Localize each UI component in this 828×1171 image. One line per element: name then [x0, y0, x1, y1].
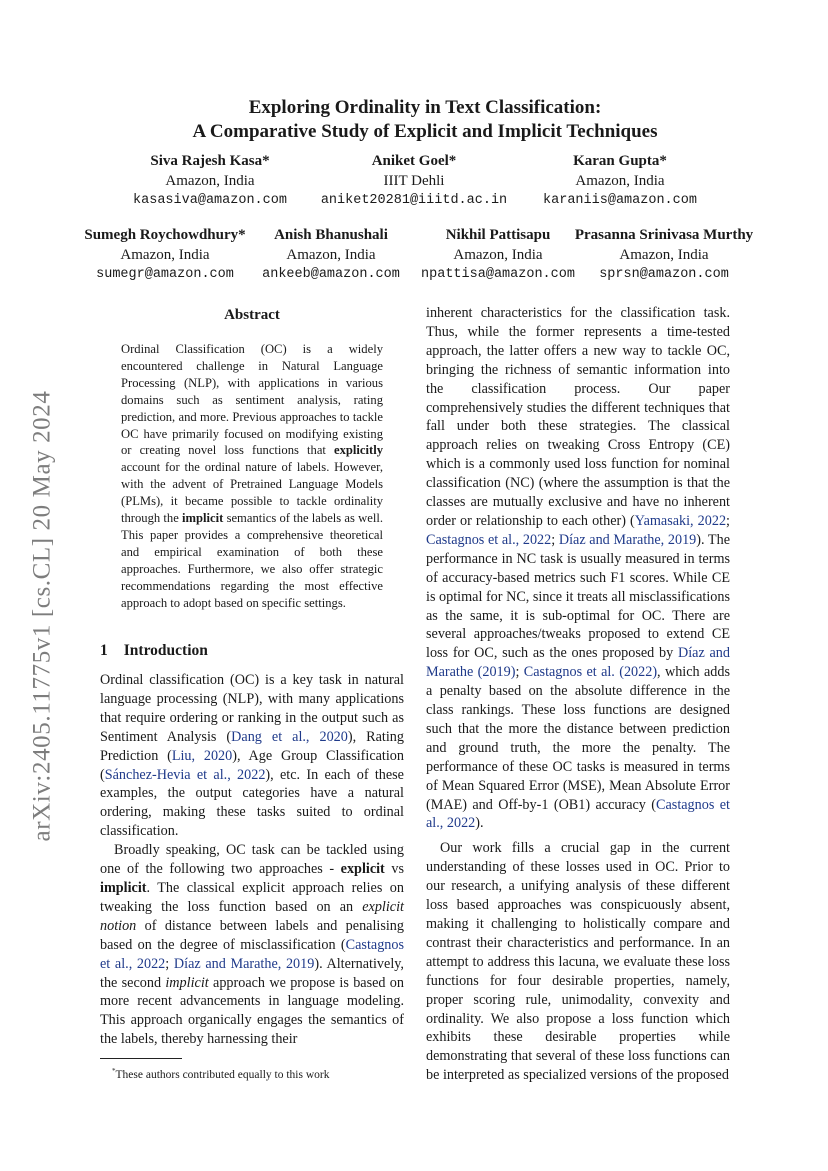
author-email[interactable]: aniket20281@iiitd.ac.in [320, 193, 508, 208]
section-heading [100, 642, 208, 660]
abstract-emphasis: explicitly [334, 443, 383, 458]
footnote-text: These authors contributed equally to this work [115, 1068, 330, 1081]
section-title: Introduction [123, 642, 208, 659]
text-segment: approach we propose is based on more recent advancements in language modeling. This approach organically engages the semantics of the labels, thereby harnessing their [100, 974, 404, 1048]
author-name: Sumegh Roychowdhury* [84, 227, 246, 243]
italic-text: implicit [165, 974, 209, 991]
author-email[interactable]: sumegr@amazon.com [96, 267, 234, 282]
author-block [566, 226, 762, 285]
abstract-emphasis: implicit [182, 511, 224, 526]
citation-link[interactable]: Yamasaki, 2022 [634, 512, 727, 529]
footnote-mark: * [112, 1067, 116, 1075]
text-segment: ), etc. In each of these examples, the output categories have a natural ordering, making these tasks suited to ordinal classification. [100, 766, 404, 840]
section-number: 1 [100, 642, 108, 659]
paper-title [100, 96, 750, 144]
author-email[interactable]: karaniis@amazon.com [543, 193, 697, 208]
text-segment: Broadly speaking, OC task can be tackled using one of the following two approaches - [100, 842, 404, 878]
citation-link[interactable]: Castagnos et al., 2022 [426, 531, 552, 548]
text-segment: , which adds a penalty based on the absolute difference in the class rankings. These loss functions are designed such that the more the distance between prediction and ground truth, the more the penalty. The performance of these OC tasks is measured in terms of Mean Squared Error (MSE), Mean Absolute Error (MAE) and Off-by-1 (OB1) accuracy ( [426, 664, 730, 813]
right-column [426, 304, 730, 1085]
footnote [112, 1064, 329, 1082]
text-segment: ). The performance in NC task is usually measured in terms of accuracy-based metrics such F1 scores. While CE is optimal for NC, since it treats all misclassifications as the same, it is sub-optimal for OC. There are several approaches/tweaks proposed to extend CE loss for OC, such as the ones proposed by [426, 531, 730, 662]
paragraph [426, 304, 730, 833]
author-name: Aniket Goel* [371, 153, 457, 169]
citation-link[interactable]: Castagnos et al., 2022 [100, 936, 404, 972]
author-email[interactable]: npattisa@amazon.com [421, 267, 575, 282]
title-line-1: Exploring Ordinality in Text Classification: [248, 97, 602, 118]
author-email[interactable]: ankeeb@amazon.com [262, 267, 400, 282]
abstract-heading: Abstract [224, 307, 280, 323]
author-affiliation: IIIT Dehli [383, 172, 445, 189]
paragraph: Our work fills a crucial gap in the current understanding of these losses used in OC. Prior to our research, a unifying analysis of these different loss based approaches was conspicuously absent, making it challenging to holistically compare and contrast their characteristics and performance. In an attempt to address this lacuna, we evaluate these loss functions for four desirable properties, namely, proper scoring rule, unimodality, convexity and ordinality. We also propose a loss function which exhibits these desirable properties while demonstrating that several of these loss functions can be interpreted as specialized versions of the proposed [426, 840, 730, 1084]
author-affiliation: Amazon, India [453, 246, 543, 263]
footnote-divider [100, 1058, 182, 1059]
author-name: Anish Bhanushali [274, 227, 388, 243]
text-segment: vs [384, 861, 404, 878]
text-segment: ; [551, 531, 559, 548]
author-block [530, 152, 710, 211]
author-email[interactable]: kasasiva@amazon.com [133, 193, 287, 208]
author-name: Siva Rajesh Kasa* [150, 153, 270, 169]
citation-link[interactable]: Díaz and Marathe, 2019 [173, 955, 315, 972]
author-affiliation: Amazon, India [165, 172, 255, 189]
paragraph [100, 671, 404, 841]
citation-link[interactable]: Sánchez-Hevia et al., 2022 [104, 766, 266, 783]
text-segment: . The classical explicit approach relies on tweaking the loss function based on an [100, 879, 404, 915]
author-block [258, 226, 404, 285]
author-affiliation: Amazon, India [575, 172, 665, 189]
citation-link[interactable]: Castagnos et al. (2022) [523, 664, 658, 681]
author-block [120, 152, 300, 211]
arxiv-id: arXiv:2405.11775v1 [cs.CL] 20 May 2024 [28, 390, 55, 842]
author-name: Nikhil Pattisapu [445, 227, 551, 243]
author-name: Karan Gupta* [573, 153, 667, 169]
title-line-2: A Comparative Study of Explicit and Implicit Techniques [192, 121, 658, 142]
italic-text: explicit notion [100, 898, 404, 934]
citation-link[interactable]: Liu, 2020 [171, 747, 233, 764]
citation-link[interactable]: Díaz and Marathe, 2019 [558, 531, 697, 548]
author-block [418, 226, 578, 285]
text-segment: of distance between labels and penalising based on the degree of misclassification ( [100, 917, 404, 953]
author-affiliation: Amazon, India [120, 246, 210, 263]
paragraph [100, 841, 404, 1049]
text-segment: Ordinal classification (OC) is a key task in natural language processing (NLP), with many applications that require ordering or ranking in the output such as Sentiment Analysis ( [100, 672, 404, 745]
author-name: Prasanna Srinivasa Murthy [574, 227, 754, 243]
author-block [72, 226, 258, 285]
text-segment: ), Age Group Classification ( [100, 747, 404, 783]
left-column [100, 671, 404, 1049]
author-email[interactable]: sprsn@amazon.com [599, 267, 729, 282]
text-segment: ). Alternatively, the second [100, 955, 404, 991]
abstract-text-segment: Ordinal Classification (OC) is a widely encountered challenge in Natural Language Processing (NLP), with applications in various domains such as sentiment analysis, rating prediction, and more. Previous approaches to tackle OC have primarily focused on modifying existing or creating novel loss functions that [121, 342, 383, 458]
author-block [314, 152, 514, 211]
text-segment: ). [475, 815, 484, 832]
emphasis: explicit [340, 861, 385, 878]
author-affiliation: Amazon, India [286, 246, 376, 263]
abstract-text-segment: semantics of the labels as well. This paper provides a comprehensive theoretical and empirical examination of both these approaches. Furthermore, we also offer strategic recommendations regarding the most effective approach to adopt based on specific settings. [121, 511, 383, 610]
text-segment: inherent characteristics for the classification task. Thus, while the former represents a time-tested approach, the latter offers a new way to tackle OC, bringing the richness of semantic information into the classification process. Our paper comprehensively studies the different techniques that fall under both these strategies. The classical approach relies on tweaking Cross Entropy (CE) which is a commonly used loss function for nominal classification (NC) (where the assumption is that the classes are mutually exclusive and have no inherent order or relationship to each other) ( [426, 305, 730, 529]
citation-link[interactable]: Díaz and Marathe (2019) [426, 645, 730, 681]
abstract-text-segment: account for the ordinal nature of labels. However, with the advent of Pretrained Language Models (PLMs), it became possible to tackle ordinality through the [121, 460, 383, 526]
arxiv-watermark [22, 356, 62, 876]
citation-link[interactable]: Castagnos et al., 2022 [426, 796, 730, 832]
text-segment: ; [726, 512, 730, 529]
emphasis: implicit [100, 879, 147, 896]
citation-link[interactable]: Dang et al., 2020 [231, 728, 348, 745]
text-segment: ; [165, 955, 174, 972]
abstract-text [121, 341, 383, 612]
text-segment: ), Rating Prediction ( [100, 728, 404, 764]
author-affiliation: Amazon, India [619, 246, 709, 263]
text-segment: ; [515, 664, 524, 681]
